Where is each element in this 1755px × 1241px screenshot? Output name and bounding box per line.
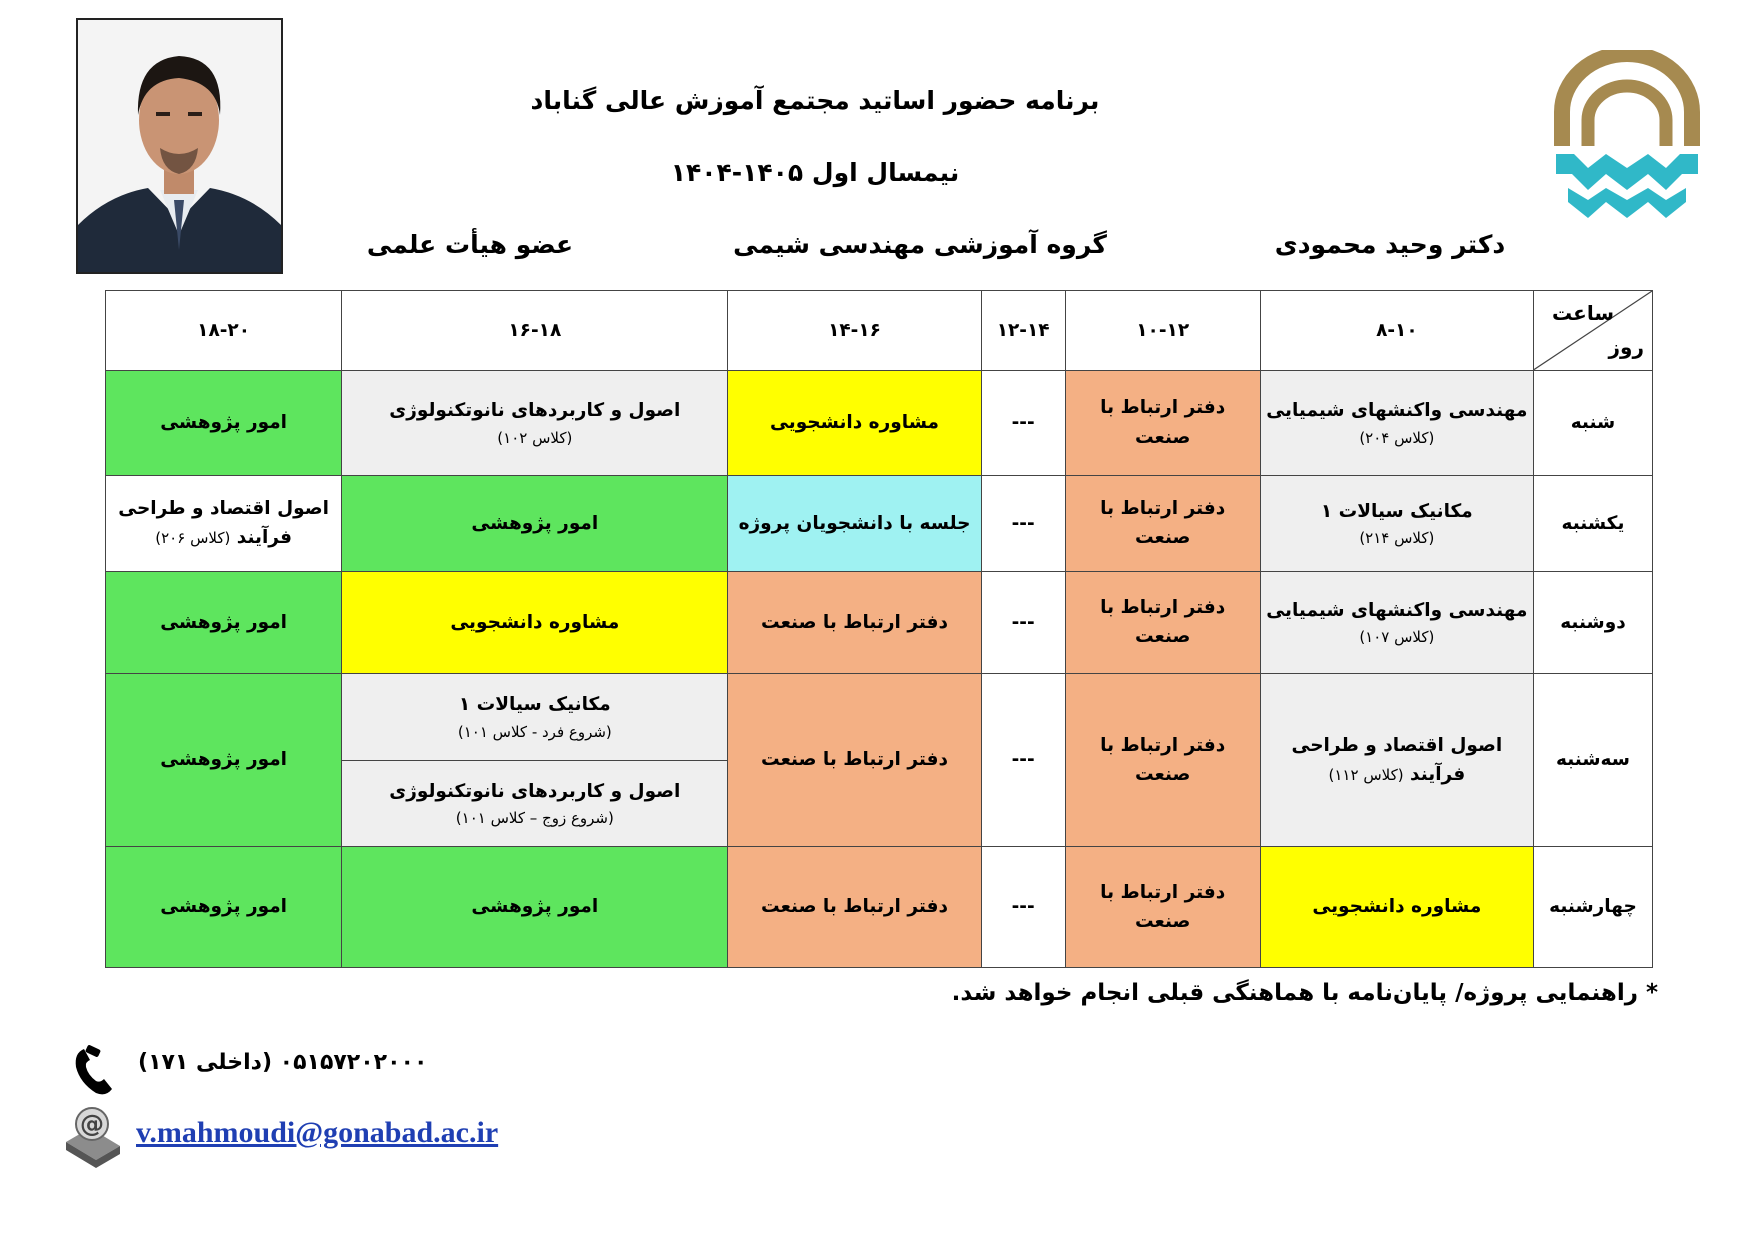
cell-text: --- [1011,896,1035,918]
cell-text: امور پژوهشی [160,411,287,433]
cell-text: اصول و کاربردهای نانوتکنولوژی [389,399,681,421]
cell-text: --- [1011,611,1035,633]
schedule-cell [728,370,981,475]
schedule-cell [728,847,981,968]
class-room: (کلاس ۱۰۷) [1359,628,1435,647]
cell-text: دفتر ارتباط با صنعت [761,611,949,633]
schedule-cell [981,673,1065,847]
cell-text: اصول اقتصاد و طراحی [1291,734,1503,756]
schedule-cell [981,370,1065,475]
cell-text: مهندسی واکنشهای شیمیایی [1266,599,1528,621]
supervision-note: * راهنمایی پروژه/ پایان‌نامه با هماهنگی قبلی انجام خواهد شد. [951,980,1658,1006]
schedule-cell [1260,475,1533,571]
svg-text:@: @ [80,1110,104,1138]
schedule-cell [981,571,1065,673]
schedule-cell [1260,370,1533,475]
cell-text: دفتر ارتباط با [1100,596,1226,618]
cell-text: دفتر ارتباط با صنعت [761,749,949,771]
schedule-cell [342,475,728,571]
course-title: مکانیک سیالات ۱ [458,694,611,715]
schedule-cell [342,847,728,968]
schedule-cell [1260,571,1533,673]
cell-text: --- [1011,512,1035,534]
cell-text: دفتر ارتباط با صنعت [1100,497,1226,549]
cell-text: امور پژوهشی [160,896,287,918]
cell-text-line2 [1070,622,1256,652]
schedule-cell [1065,571,1260,673]
slot-header: ۱۸-۲۰ [106,291,342,371]
split-cell-part [342,760,727,846]
schedule-row [106,475,1653,571]
schedule-row [106,847,1653,968]
header-row [106,291,1653,371]
schedule-cell [1065,673,1260,847]
course-title: اصول و کاربردهای نانوتکنولوژی [389,780,681,802]
cell-text: دفتر ارتباط با صنعت [1100,881,1226,933]
cell-text: مهندسی واکنشهای شیمیایی [1266,399,1528,421]
schedule-cell [106,571,342,673]
cell-text: دفتر ارتباط با صنعت [1100,734,1226,786]
schedule-cell [106,370,342,475]
day-cell: چهارشنبه [1533,847,1652,968]
schedule-row [106,673,1653,847]
cell-text: امور پژوهشی [160,611,287,633]
cell-text-line2 [110,523,337,553]
schedule-cell [1065,475,1260,571]
cell-text: امور پژوهشی [160,749,287,771]
cell-text: مشاوره دانشجویی [1312,896,1482,918]
class-room: (کلاس ۲۰۴) [1359,428,1435,447]
class-room: (کلاس ۲۱۴) [1359,529,1435,548]
slot-header: ۸-۱۰ [1260,291,1533,371]
cell-text-cont: فرآیند [1410,764,1466,786]
university-logo [1548,50,1706,220]
email-link[interactable]: v.mahmoudi@gonabad.ac.ir [136,1116,499,1149]
schedule-cell [1260,847,1533,968]
cell-text: --- [1011,749,1035,771]
schedule-cell [106,847,342,968]
schedule-cell [1065,370,1260,475]
email-at-icon [62,1102,124,1172]
cell-text: دفتر ارتباط با صنعت [1100,397,1226,448]
corner-day-label: روز [1608,335,1644,359]
slot-header: ۱۰-۱۲ [1065,291,1260,371]
cell-text-line2 [1265,760,1529,790]
schedule-cell [106,475,342,571]
class-room: (کلاس ۱۱۲) [1328,766,1404,785]
class-room: (شروع زوج – کلاس ۱۰۱) [455,809,614,828]
slot-header: ۱۲-۱۴ [981,291,1065,371]
phone-icon [70,1045,120,1097]
cell-text: --- [1011,411,1035,433]
cell-text: مشاوره دانشجویی [450,611,620,633]
schedule-cell [981,475,1065,571]
split-cell-part [342,674,727,760]
schedule-row [106,370,1653,475]
cell-text: امور پژوهشی [471,896,599,918]
schedule-row [106,571,1653,673]
corner-hour-label: ساعت [1551,301,1614,325]
cell-text: جلسه با دانشجویان پروژه [738,512,971,534]
day-cell: یکشنبه [1533,475,1652,571]
department-name: گروه آموزشی مهندسی شیمی [733,230,1107,259]
cell-text: دفتر ارتباط با صنعت [761,896,949,918]
schedule-cell [106,673,342,847]
schedule-cell [342,571,728,673]
class-room: (شروع فرد - کلاس ۱۰۱) [457,722,612,741]
phone-number: ۰۵۱۵۷۲۰۲۰۰۰ (داخلی ۱۷۱) [138,1050,428,1075]
slot-header: ۱۴-۱۶ [728,291,981,371]
schedule-cell [342,370,728,475]
schedule-cell [1260,673,1533,847]
day-cell: سه‌شنبه [1533,673,1652,847]
cell-text: امور پژوهشی [471,512,599,534]
portrait-image [78,20,281,272]
professor-name: دکتر وحید محمودی [1274,230,1506,259]
position-title: عضو هیأت علمی [366,230,574,259]
schedule-cell [981,847,1065,968]
schedule-cell [728,475,981,571]
day-cell: شنبه [1533,370,1652,475]
class-room: (کلاس ۱۰۲) [497,428,573,447]
class-room: (کلاس ۲۰۶) [155,529,231,548]
cell-text: مکانیک سیالات ۱ [1320,500,1473,522]
schedule-cell [342,673,728,847]
split-cell-table [342,674,727,847]
profile-photo [76,18,283,274]
cell-text: مشاوره دانشجویی [770,411,939,433]
day-cell: دوشنبه [1533,571,1652,673]
page-title: برنامه حضور اساتید مجتمع آموزش عالی گناباد [530,86,1100,115]
corner-header [1533,291,1652,371]
schedule-cell [728,673,981,847]
cell-text: اصول اقتصاد و طراحی [118,497,329,519]
schedule-table [105,290,1653,968]
schedule-cell [1065,847,1260,968]
slot-header: ۱۶-۱۸ [342,291,728,371]
schedule-cell [728,571,981,673]
semester-title: نیمسال اول ۱۴۰۵-۱۴۰۴ [670,158,960,187]
cell-text-cont: فرآیند [236,527,292,549]
cell-text-cont: صنعت [1134,626,1191,648]
